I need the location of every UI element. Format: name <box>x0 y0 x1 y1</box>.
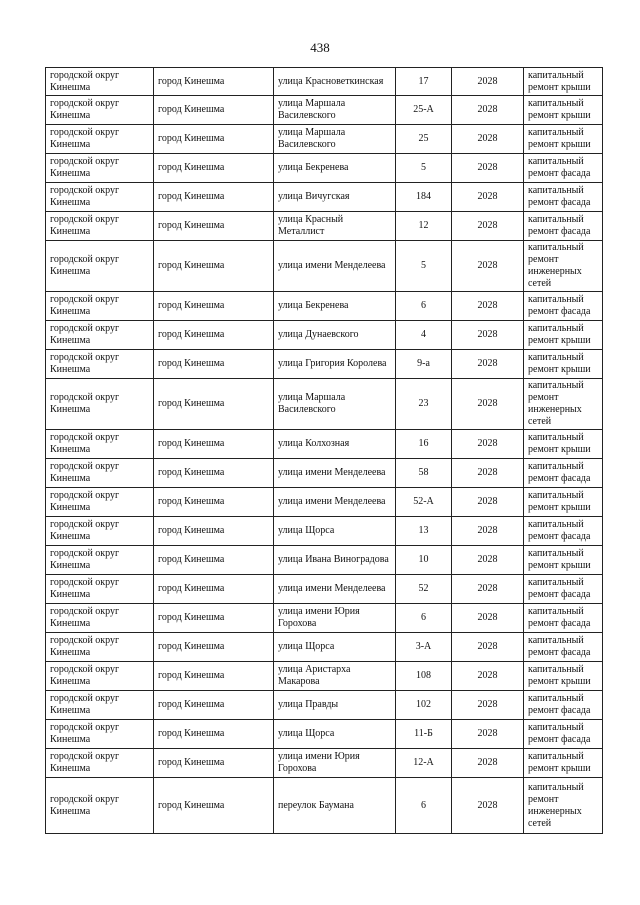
cell-year: 2028 <box>452 241 524 292</box>
cell-year: 2028 <box>452 749 524 778</box>
cell-year: 2028 <box>452 778 524 834</box>
cell-street: улица Вичугская <box>274 183 396 212</box>
cell-settlement: город Кинешма <box>154 212 274 241</box>
cell-year: 2028 <box>452 720 524 749</box>
cell-settlement: город Кинешма <box>154 350 274 379</box>
table-row <box>46 459 603 488</box>
cell-work-type: капитальный ремонт фасада <box>524 154 603 183</box>
cell-house-number: 11-Б <box>396 720 452 749</box>
register-body <box>46 68 603 834</box>
table-row <box>46 350 603 379</box>
cell-settlement: город Кинешма <box>154 379 274 430</box>
cell-district: городской округ Кинешма <box>46 125 154 154</box>
cell-settlement: город Кинешма <box>154 517 274 546</box>
cell-year: 2028 <box>452 379 524 430</box>
table-row <box>46 691 603 720</box>
cell-street: улица Щорса <box>274 633 396 662</box>
cell-house-number: 13 <box>396 517 452 546</box>
cell-street: улица имени Менделеева <box>274 459 396 488</box>
cell-district: городской округ Кинешма <box>46 292 154 321</box>
cell-house-number: 12-А <box>396 749 452 778</box>
cell-settlement: город Кинешма <box>154 749 274 778</box>
cell-year: 2028 <box>452 154 524 183</box>
cell-house-number: 12 <box>396 212 452 241</box>
cell-street: улица имени Менделеева <box>274 575 396 604</box>
cell-street: улица Красноветкинская <box>274 68 396 96</box>
cell-work-type: капитальный ремонт инженерных сетей <box>524 778 603 834</box>
cell-year: 2028 <box>452 488 524 517</box>
cell-work-type: капитальный ремонт фасада <box>524 720 603 749</box>
cell-street: улица Бекренева <box>274 292 396 321</box>
cell-settlement: город Кинешма <box>154 96 274 125</box>
cell-street: улица имени Юрия Горохова <box>274 604 396 633</box>
cell-district: городской округ Кинешма <box>46 778 154 834</box>
cell-house-number: 25-А <box>396 96 452 125</box>
cell-work-type: капитальный ремонт фасада <box>524 604 603 633</box>
cell-district: городской округ Кинешма <box>46 749 154 778</box>
cell-district: городской округ Кинешма <box>46 720 154 749</box>
table-row <box>46 488 603 517</box>
cell-street: улица Колхозная <box>274 430 396 459</box>
cell-street: улица Маршала Василевского <box>274 379 396 430</box>
cell-settlement: город Кинешма <box>154 321 274 350</box>
table-row <box>46 154 603 183</box>
cell-district: городской округ Кинешма <box>46 68 154 96</box>
cell-work-type: капитальный ремонт инженерных сетей <box>524 241 603 292</box>
cell-settlement: город Кинешма <box>154 778 274 834</box>
cell-house-number: 23 <box>396 379 452 430</box>
cell-house-number: 5 <box>396 241 452 292</box>
cell-house-number: 6 <box>396 778 452 834</box>
cell-house-number: 17 <box>396 68 452 96</box>
table-row <box>46 633 603 662</box>
cell-house-number: 9-а <box>396 350 452 379</box>
table-row <box>46 125 603 154</box>
table-row <box>46 517 603 546</box>
table-row <box>46 546 603 575</box>
cell-district: городской округ Кинешма <box>46 662 154 691</box>
table-row <box>46 379 603 430</box>
table-row <box>46 321 603 350</box>
cell-district: городской округ Кинешма <box>46 517 154 546</box>
cell-year: 2028 <box>452 691 524 720</box>
cell-street: улица Красный Металлист <box>274 212 396 241</box>
cell-year: 2028 <box>452 96 524 125</box>
cell-street: улица имени Менделеева <box>274 241 396 292</box>
cell-work-type: капитальный ремонт фасада <box>524 575 603 604</box>
cell-year: 2028 <box>452 350 524 379</box>
cell-street: улица Маршала Василевского <box>274 125 396 154</box>
cell-street: улица Бекренева <box>274 154 396 183</box>
cell-year: 2028 <box>452 430 524 459</box>
cell-house-number: 58 <box>396 459 452 488</box>
cell-settlement: город Кинешма <box>154 488 274 517</box>
cell-settlement: город Кинешма <box>154 459 274 488</box>
cell-year: 2028 <box>452 633 524 662</box>
cell-settlement: город Кинешма <box>154 183 274 212</box>
cell-district: городской округ Кинешма <box>46 241 154 292</box>
cell-house-number: 16 <box>396 430 452 459</box>
cell-street: переулок Баумана <box>274 778 396 834</box>
cell-street: улица Щорса <box>274 517 396 546</box>
table-row <box>46 68 603 96</box>
cell-settlement: город Кинешма <box>154 604 274 633</box>
cell-settlement: город Кинешма <box>154 691 274 720</box>
cell-district: городской округ Кинешма <box>46 350 154 379</box>
cell-work-type: капитальный ремонт крыши <box>524 749 603 778</box>
cell-work-type: капитальный ремонт крыши <box>524 350 603 379</box>
table-row <box>46 212 603 241</box>
cell-work-type: капитальный ремонт крыши <box>524 96 603 125</box>
cell-district: городской округ Кинешма <box>46 691 154 720</box>
cell-house-number: 6 <box>396 292 452 321</box>
cell-house-number: 52-А <box>396 488 452 517</box>
table-row <box>46 749 603 778</box>
table-row <box>46 241 603 292</box>
cell-house-number: 3-А <box>396 633 452 662</box>
cell-house-number: 4 <box>396 321 452 350</box>
cell-house-number: 25 <box>396 125 452 154</box>
cell-house-number: 6 <box>396 604 452 633</box>
cell-settlement: город Кинешма <box>154 575 274 604</box>
cell-district: городской округ Кинешма <box>46 321 154 350</box>
cell-year: 2028 <box>452 321 524 350</box>
cell-house-number: 102 <box>396 691 452 720</box>
cell-street: улица имени Менделеева <box>274 488 396 517</box>
cell-district: городской округ Кинешма <box>46 633 154 662</box>
cell-work-type: капитальный ремонт крыши <box>524 68 603 96</box>
cell-street: улица Правды <box>274 691 396 720</box>
cell-work-type: капитальный ремонт фасада <box>524 183 603 212</box>
cell-district: городской округ Кинешма <box>46 430 154 459</box>
cell-house-number: 184 <box>396 183 452 212</box>
cell-settlement: город Кинешма <box>154 430 274 459</box>
cell-year: 2028 <box>452 125 524 154</box>
cell-district: городской округ Кинешма <box>46 546 154 575</box>
table-row <box>46 720 603 749</box>
repair-register-table <box>45 67 603 834</box>
cell-work-type: капитальный ремонт фасада <box>524 459 603 488</box>
cell-street: улица Аристарха Макарова <box>274 662 396 691</box>
cell-house-number: 5 <box>396 154 452 183</box>
cell-year: 2028 <box>452 517 524 546</box>
cell-work-type: капитальный ремонт крыши <box>524 488 603 517</box>
cell-district: городской округ Кинешма <box>46 96 154 125</box>
table-row <box>46 575 603 604</box>
cell-work-type: капитальный ремонт фасада <box>524 292 603 321</box>
cell-district: городской округ Кинешма <box>46 183 154 212</box>
cell-settlement: город Кинешма <box>154 633 274 662</box>
cell-year: 2028 <box>452 604 524 633</box>
cell-settlement: город Кинешма <box>154 546 274 575</box>
cell-house-number: 52 <box>396 575 452 604</box>
cell-settlement: город Кинешма <box>154 154 274 183</box>
cell-house-number: 10 <box>396 546 452 575</box>
page-number: 438 <box>310 40 330 55</box>
table-row <box>46 96 603 125</box>
cell-street: улица Маршала Василевского <box>274 96 396 125</box>
table-row <box>46 778 603 834</box>
cell-work-type: капитальный ремонт фасада <box>524 517 603 546</box>
cell-work-type: капитальный ремонт крыши <box>524 125 603 154</box>
cell-year: 2028 <box>452 546 524 575</box>
cell-district: городской округ Кинешма <box>46 488 154 517</box>
cell-street: улица Ивана Виноградова <box>274 546 396 575</box>
cell-work-type: капитальный ремонт крыши <box>524 546 603 575</box>
cell-district: городской округ Кинешма <box>46 604 154 633</box>
cell-house-number: 108 <box>396 662 452 691</box>
cell-work-type: капитальный ремонт фасада <box>524 633 603 662</box>
cell-street: улица Григория Королева <box>274 350 396 379</box>
table-row <box>46 430 603 459</box>
cell-settlement: город Кинешма <box>154 125 274 154</box>
cell-year: 2028 <box>452 183 524 212</box>
cell-work-type: капитальный ремонт инженерных сетей <box>524 379 603 430</box>
cell-settlement: город Кинешма <box>154 662 274 691</box>
cell-district: городской округ Кинешма <box>46 154 154 183</box>
cell-work-type: капитальный ремонт фасада <box>524 691 603 720</box>
cell-year: 2028 <box>452 68 524 96</box>
cell-settlement: город Кинешма <box>154 68 274 96</box>
cell-work-type: капитальный ремонт крыши <box>524 662 603 691</box>
cell-year: 2028 <box>452 459 524 488</box>
cell-work-type: капитальный ремонт крыши <box>524 321 603 350</box>
cell-street: улица Дунаевского <box>274 321 396 350</box>
cell-year: 2028 <box>452 575 524 604</box>
table-row <box>46 183 603 212</box>
table-row <box>46 292 603 321</box>
cell-year: 2028 <box>452 212 524 241</box>
cell-settlement: город Кинешма <box>154 720 274 749</box>
cell-settlement: город Кинешма <box>154 292 274 321</box>
cell-district: городской округ Кинешма <box>46 379 154 430</box>
cell-district: городской округ Кинешма <box>46 212 154 241</box>
cell-district: городской округ Кинешма <box>46 575 154 604</box>
cell-work-type: капитальный ремонт крыши <box>524 430 603 459</box>
cell-work-type: капитальный ремонт фасада <box>524 212 603 241</box>
cell-street: улица Щорса <box>274 720 396 749</box>
table-row <box>46 604 603 633</box>
cell-district: городской округ Кинешма <box>46 459 154 488</box>
cell-year: 2028 <box>452 662 524 691</box>
table-row <box>46 662 603 691</box>
cell-year: 2028 <box>452 292 524 321</box>
cell-settlement: город Кинешма <box>154 241 274 292</box>
cell-street: улица имени Юрия Горохова <box>274 749 396 778</box>
